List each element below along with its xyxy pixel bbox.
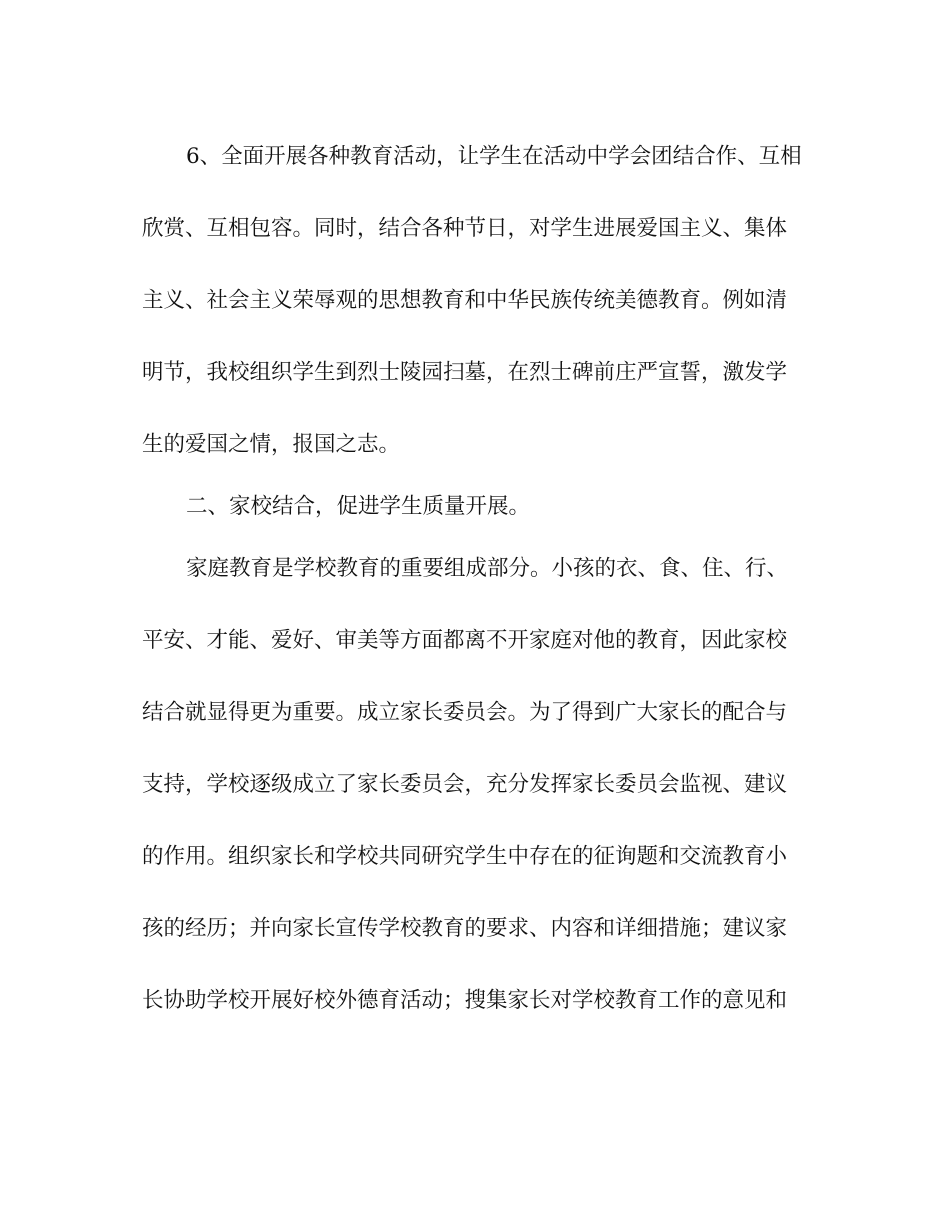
section-heading: 二、家校结合，促进学生质量开展。 xyxy=(186,494,531,519)
paragraph-line: 家庭教育是学校教育的重要组成部分。小孩的衣、食、住、行、 xyxy=(186,556,789,581)
paragraph-line: 平安、才能、爱好、审美等方面都离不开家庭对他的教育，因此家校 xyxy=(142,628,788,653)
paragraph-line: 支持，学校逐级成立了家长委员会，充分发挥家长委员会监视、建议 xyxy=(142,772,788,797)
paragraph-line: 孩的经历；并向家长宣传学校教育的要求、内容和详细措施；建议家 xyxy=(142,916,788,941)
paragraph-line: 明节，我校组织学生到烈士陵园扫墓，在烈士碑前庄严宣誓，激发学 xyxy=(142,360,788,385)
paragraph-line: 的作用。组织家长和学校共同研究学生中存在的征询题和交流教育小 xyxy=(142,844,788,869)
paragraph-line: 欣赏、互相包容。同时，结合各种节日，对学生进展爱国主义、集体 xyxy=(142,216,788,241)
paragraph-line: 结合就显得更为重要。成立家长委员会。为了得到广大家长的配合与 xyxy=(142,700,788,725)
paragraph-line: 主义、社会主义荣辱观的思想教育和中华民族传统美德教育。例如清 xyxy=(142,288,788,313)
paragraph-line: 生的爱国之情，报国之志。 xyxy=(142,432,401,457)
paragraph-line: 长协助学校开展好校外德育活动；搜集家长对学校教育工作的意见和 xyxy=(142,988,788,1013)
paragraph-line: 6、全面开展各种教育活动，让学生在活动中学会团结合作、互相 xyxy=(186,144,802,169)
